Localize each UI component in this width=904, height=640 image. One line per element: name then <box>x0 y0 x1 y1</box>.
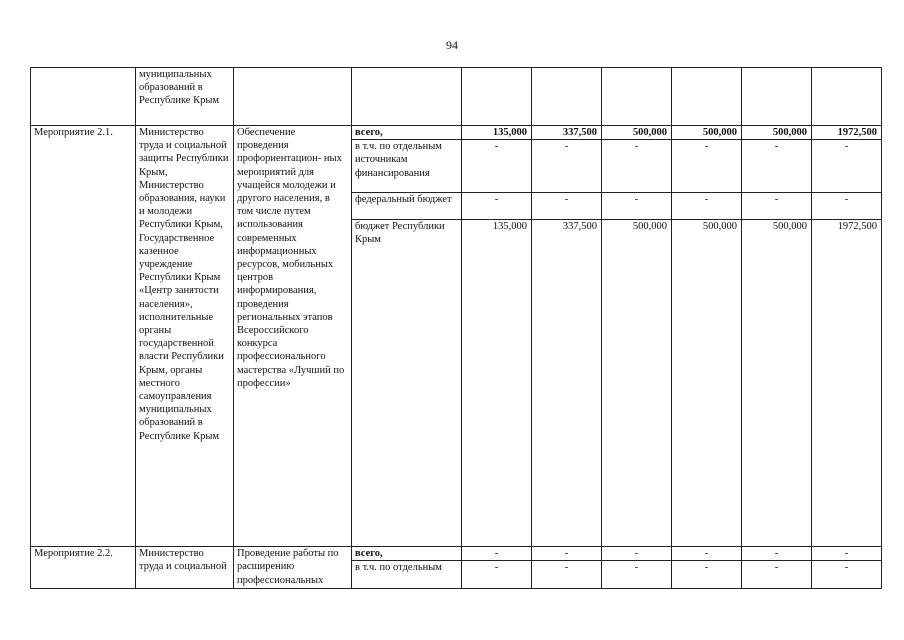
source-label: бюджет Республики Крым <box>352 220 462 547</box>
measure-executors: Министерство труда и социальной <box>136 547 234 589</box>
value-cell: 135,000 <box>462 220 532 547</box>
cell-empty <box>602 68 672 126</box>
value-cell: - <box>532 140 602 193</box>
value-cell: 500,000 <box>742 126 812 140</box>
cell-empty <box>31 68 136 126</box>
value-cell: - <box>812 547 882 561</box>
value-cell: 500,000 <box>602 126 672 140</box>
value-cell: - <box>602 140 672 193</box>
cell-empty <box>532 68 602 126</box>
value-cell: - <box>602 561 672 589</box>
value-cell: - <box>602 193 672 220</box>
value-cell: - <box>462 140 532 193</box>
measure-description: Проведение работы по расширению профессиональных <box>234 547 352 589</box>
measure-description: Обеспечение проведения профориентацион- ных мероприятий для учащейся молодежи и другого населения, в том числе путем использования современных информационных ресурсов, мобильных центров информирования, проведения региональных этапов Всероссийского конкурса профессионального мастерства «Лучший по профессии» <box>234 126 352 547</box>
value-cell: - <box>532 547 602 561</box>
page-number: 94 <box>446 38 458 52</box>
value-cell: - <box>812 140 882 193</box>
executors-continuation: муниципальных образований в Республике Крым <box>136 68 234 126</box>
table-row-m21-total <box>31 126 882 140</box>
cell-empty <box>352 68 462 126</box>
cell-empty <box>812 68 882 126</box>
value-cell: - <box>602 547 672 561</box>
measure-executors: Министерство труда и социальной защиты Республики Крым, Министерство образования, науки и молодежи Республики Крым, Государственное казенное учреждение Республики Крым «Центр занятости населения», исполнительные органы государственной власти Республики Крым, органы местного самоуправления муниципальных образований в Республике Крым <box>136 126 234 547</box>
source-label: всего, <box>352 126 462 140</box>
value-cell: 1972,500 <box>812 220 882 547</box>
value-cell: - <box>462 561 532 589</box>
value-cell: - <box>812 193 882 220</box>
table-row-continuation <box>31 68 882 126</box>
value-cell: 337,500 <box>532 126 602 140</box>
value-cell: - <box>532 561 602 589</box>
value-cell: 500,000 <box>672 126 742 140</box>
budget-table <box>30 67 882 589</box>
table-row-m22-total <box>31 547 882 561</box>
value-cell: 500,000 <box>672 220 742 547</box>
value-cell: - <box>742 561 812 589</box>
measure-name: Мероприятие 2.2. <box>31 547 136 589</box>
value-cell: - <box>742 547 812 561</box>
value-cell: - <box>672 193 742 220</box>
value-cell: 500,000 <box>742 220 812 547</box>
value-cell: 500,000 <box>602 220 672 547</box>
source-label: в т.ч. по отдельным источникам финансирования <box>352 140 462 193</box>
source-label: федеральный бюджет <box>352 193 462 220</box>
source-label: всего, <box>352 547 462 561</box>
value-cell: - <box>742 140 812 193</box>
value-cell: 337,500 <box>532 220 602 547</box>
value-cell: - <box>462 193 532 220</box>
value-cell: - <box>462 547 532 561</box>
source-label: в т.ч. по отдельным <box>352 561 462 589</box>
value-cell: 1972,500 <box>812 126 882 140</box>
measure-name: Мероприятие 2.1. <box>31 126 136 547</box>
cell-empty <box>462 68 532 126</box>
value-cell: - <box>672 547 742 561</box>
value-cell: - <box>532 193 602 220</box>
value-cell: - <box>672 140 742 193</box>
value-cell: - <box>742 193 812 220</box>
cell-empty <box>672 68 742 126</box>
cell-empty <box>234 68 352 126</box>
cell-empty <box>742 68 812 126</box>
value-cell: - <box>812 561 882 589</box>
value-cell: - <box>672 561 742 589</box>
value-cell: 135,000 <box>462 126 532 140</box>
